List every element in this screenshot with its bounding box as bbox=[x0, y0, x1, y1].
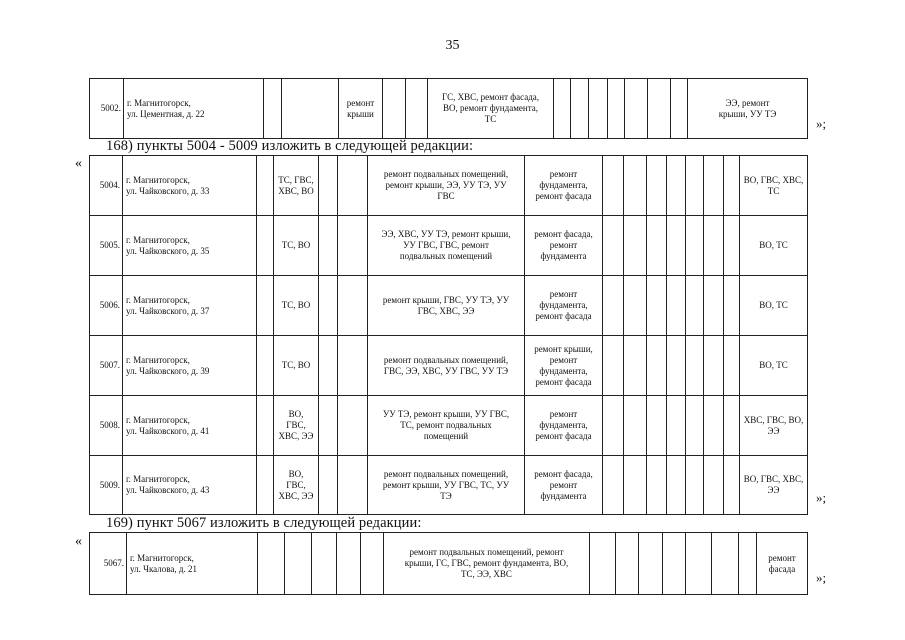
empty-cell bbox=[603, 336, 624, 396]
end-mark: »; bbox=[816, 490, 827, 505]
work-cell: ремонт подвальных помещений, ремонт крыши, УУ ГВС, ТС, УУ ТЭ bbox=[368, 456, 525, 515]
empty-cell bbox=[712, 533, 739, 595]
address-cell: г. Магнитогорск, ул. Чайковского, д. 35 bbox=[123, 216, 257, 276]
address-cell: г. Магнитогорск, ул. Чайковского, д. 41 bbox=[123, 396, 257, 456]
work-cell: ТС, ВО bbox=[274, 276, 319, 336]
empty-cell bbox=[686, 276, 704, 336]
table-row bbox=[90, 336, 808, 396]
work-cell: ГС, ХВС, ремонт фасада, ВО, ремонт фундамента, ТС bbox=[428, 79, 554, 139]
empty-cell bbox=[704, 396, 724, 456]
empty-cell bbox=[739, 533, 757, 595]
empty-cell bbox=[686, 396, 704, 456]
table-row bbox=[90, 456, 808, 515]
address-cell: г. Магнитогорск, ул. Чайковского, д. 39 bbox=[123, 336, 257, 396]
row-number: 5008. bbox=[90, 396, 123, 456]
empty-cell bbox=[338, 456, 368, 515]
empty-cell bbox=[624, 456, 647, 515]
empty-cell bbox=[338, 156, 368, 216]
empty-cell bbox=[383, 79, 406, 139]
empty-cell bbox=[624, 396, 647, 456]
empty-cell bbox=[554, 79, 571, 139]
empty-cell bbox=[624, 156, 647, 216]
work-cell: ремонт крыши, ГВС, УУ ТЭ, УУ ГВС, ХВС, ЭЭ bbox=[368, 276, 525, 336]
empty-cell bbox=[686, 456, 704, 515]
empty-cell bbox=[608, 79, 625, 139]
empty-cell bbox=[319, 216, 338, 276]
table-row-5067 bbox=[89, 532, 808, 595]
empty-cell bbox=[319, 336, 338, 396]
work-cell: ВО, ТС bbox=[740, 216, 808, 276]
empty-cell bbox=[647, 336, 667, 396]
work-cell: ремонт фасада, ремонт фундамента bbox=[525, 456, 603, 515]
empty-cell bbox=[282, 79, 339, 139]
address-cell: г. Магнитогорск, ул. Чкалова, д. 21 bbox=[127, 533, 258, 595]
empty-cell bbox=[724, 396, 740, 456]
work-cell: ремонт фасада, ремонт фундамента bbox=[525, 216, 603, 276]
empty-cell bbox=[686, 533, 712, 595]
work-cell: ремонт фундамента, ремонт фасада bbox=[525, 276, 603, 336]
work-cell: ТС, ВО bbox=[274, 216, 319, 276]
table-row bbox=[90, 276, 808, 336]
empty-cell bbox=[571, 79, 589, 139]
empty-cell bbox=[603, 276, 624, 336]
empty-cell bbox=[724, 216, 740, 276]
empty-cell bbox=[603, 456, 624, 515]
replacement-table-5004-5009 bbox=[89, 155, 808, 515]
empty-cell bbox=[648, 79, 671, 139]
work-cell: ремонт подвальных помещений, ремонт крыши, ГС, ГВС, ремонт фундамента, ВО, ТС, ЭЭ, ХВС bbox=[384, 533, 590, 595]
work-cell: ремонт фундамента, ремонт фасада bbox=[525, 396, 603, 456]
empty-cell bbox=[686, 336, 704, 396]
work-cell: ТС, ГВС, ХВС, ВО bbox=[274, 156, 319, 216]
address-cell: г. Магнитогорск, ул. Чайковского, д. 43 bbox=[123, 456, 257, 515]
work-cell: ВО, ГВС, ХВС, ТС bbox=[740, 156, 808, 216]
empty-cell bbox=[647, 156, 667, 216]
empty-cell bbox=[686, 156, 704, 216]
work-cell: ремонт крыши bbox=[339, 79, 383, 139]
empty-cell bbox=[724, 276, 740, 336]
empty-cell bbox=[647, 396, 667, 456]
empty-cell bbox=[603, 396, 624, 456]
empty-cell bbox=[625, 79, 648, 139]
empty-cell bbox=[361, 533, 384, 595]
work-cell: ремонт фундамента, ремонт фасада bbox=[525, 156, 603, 216]
empty-cell bbox=[667, 396, 686, 456]
empty-cell bbox=[257, 276, 274, 336]
empty-cell bbox=[319, 156, 338, 216]
empty-cell bbox=[671, 79, 688, 139]
empty-cell bbox=[589, 79, 608, 139]
work-cell: ЭЭ, ХВС, УУ ТЭ, ремонт крыши, УУ ГВС, ГВС, ремонт подвальных помещений bbox=[368, 216, 525, 276]
empty-cell bbox=[590, 533, 616, 595]
paragraph-169: 169) пункт 5067 изложить в следующей редакции: bbox=[106, 515, 422, 531]
open-quote: « bbox=[75, 534, 82, 549]
work-cell: ХВС, ГВС, ВО, ЭЭ bbox=[740, 396, 808, 456]
page-number: 35 bbox=[445, 38, 460, 53]
empty-cell bbox=[319, 456, 338, 515]
empty-cell bbox=[724, 336, 740, 396]
empty-cell bbox=[312, 533, 337, 595]
row-number: 5006. bbox=[90, 276, 123, 336]
empty-cell bbox=[319, 276, 338, 336]
empty-cell bbox=[257, 336, 274, 396]
work-cell: ВО, ТС bbox=[740, 276, 808, 336]
table-row bbox=[90, 156, 808, 216]
empty-cell bbox=[647, 456, 667, 515]
empty-cell bbox=[257, 456, 274, 515]
work-cell: ремонт подвальных помещений, ГВС, ЭЭ, ХВС, УУ ГВС, УУ ТЭ bbox=[368, 336, 525, 396]
end-mark: »; bbox=[816, 116, 827, 131]
work-cell: ремонт подвальных помещений, ремонт крыши, ЭЭ, УУ ТЭ, УУ ГВС bbox=[368, 156, 525, 216]
work-cell: ВО, ГВС, ХВС, ЭЭ bbox=[274, 456, 319, 515]
row-number: 5005. bbox=[90, 216, 123, 276]
work-cell: ВО, ТС bbox=[740, 336, 808, 396]
empty-cell bbox=[667, 276, 686, 336]
empty-cell bbox=[258, 533, 285, 595]
empty-cell bbox=[603, 156, 624, 216]
row-number: 5007. bbox=[90, 336, 123, 396]
empty-cell bbox=[624, 216, 647, 276]
table-row bbox=[90, 216, 808, 276]
empty-cell bbox=[704, 456, 724, 515]
work-cell: ремонт фасада bbox=[757, 533, 808, 595]
empty-cell bbox=[667, 456, 686, 515]
empty-cell bbox=[704, 156, 724, 216]
address-cell: г. Магнитогорск, ул. Чайковского, д. 33 bbox=[123, 156, 257, 216]
work-cell: ремонт крыши, ремонт фундамента, ремонт фасада bbox=[525, 336, 603, 396]
empty-cell bbox=[704, 216, 724, 276]
empty-cell bbox=[639, 533, 663, 595]
work-cell: ВО, ГВС, ХВС, ЭЭ bbox=[274, 396, 319, 456]
empty-cell bbox=[257, 396, 274, 456]
empty-cell bbox=[663, 533, 686, 595]
open-quote: « bbox=[75, 156, 82, 171]
empty-cell bbox=[624, 336, 647, 396]
work-cell: ТС, ВО bbox=[274, 336, 319, 396]
empty-cell bbox=[338, 216, 368, 276]
row-number: 5009. bbox=[90, 456, 123, 515]
empty-cell bbox=[257, 156, 274, 216]
empty-cell bbox=[624, 276, 647, 336]
row-number: 5004. bbox=[90, 156, 123, 216]
work-cell: ЭЭ, ремонт крыши, УУ ТЭ bbox=[688, 79, 808, 139]
empty-cell bbox=[603, 216, 624, 276]
work-cell: УУ ТЭ, ремонт крыши, УУ ГВС, ТС, ремонт подвальных помещений bbox=[368, 396, 525, 456]
address-cell: г. Магнитогорск, ул. Цементная, д. 22 bbox=[124, 79, 264, 139]
empty-cell bbox=[285, 533, 312, 595]
row-number: 5067. bbox=[90, 533, 127, 595]
empty-cell bbox=[257, 216, 274, 276]
empty-cell bbox=[704, 276, 724, 336]
empty-cell bbox=[264, 79, 282, 139]
table-row bbox=[90, 396, 808, 456]
empty-cell bbox=[667, 336, 686, 396]
end-mark: »; bbox=[816, 570, 827, 585]
empty-cell bbox=[406, 79, 428, 139]
empty-cell bbox=[724, 156, 740, 216]
empty-cell bbox=[704, 336, 724, 396]
empty-cell bbox=[319, 396, 338, 456]
empty-cell bbox=[647, 216, 667, 276]
empty-cell bbox=[337, 533, 361, 595]
empty-cell bbox=[338, 396, 368, 456]
paragraph-168: 168) пункты 5004 - 5009 изложить в следующей редакции: bbox=[106, 138, 474, 154]
empty-cell bbox=[686, 216, 704, 276]
empty-cell bbox=[338, 336, 368, 396]
empty-cell bbox=[724, 456, 740, 515]
empty-cell bbox=[616, 533, 639, 595]
table-row-5002 bbox=[89, 78, 808, 139]
empty-cell bbox=[647, 276, 667, 336]
empty-cell bbox=[667, 156, 686, 216]
address-cell: г. Магнитогорск, ул. Чайковского, д. 37 bbox=[123, 276, 257, 336]
empty-cell bbox=[667, 216, 686, 276]
empty-cell bbox=[338, 276, 368, 336]
row-number: 5002. bbox=[90, 79, 124, 139]
work-cell: ВО, ГВС, ХВС, ЭЭ bbox=[740, 456, 808, 515]
